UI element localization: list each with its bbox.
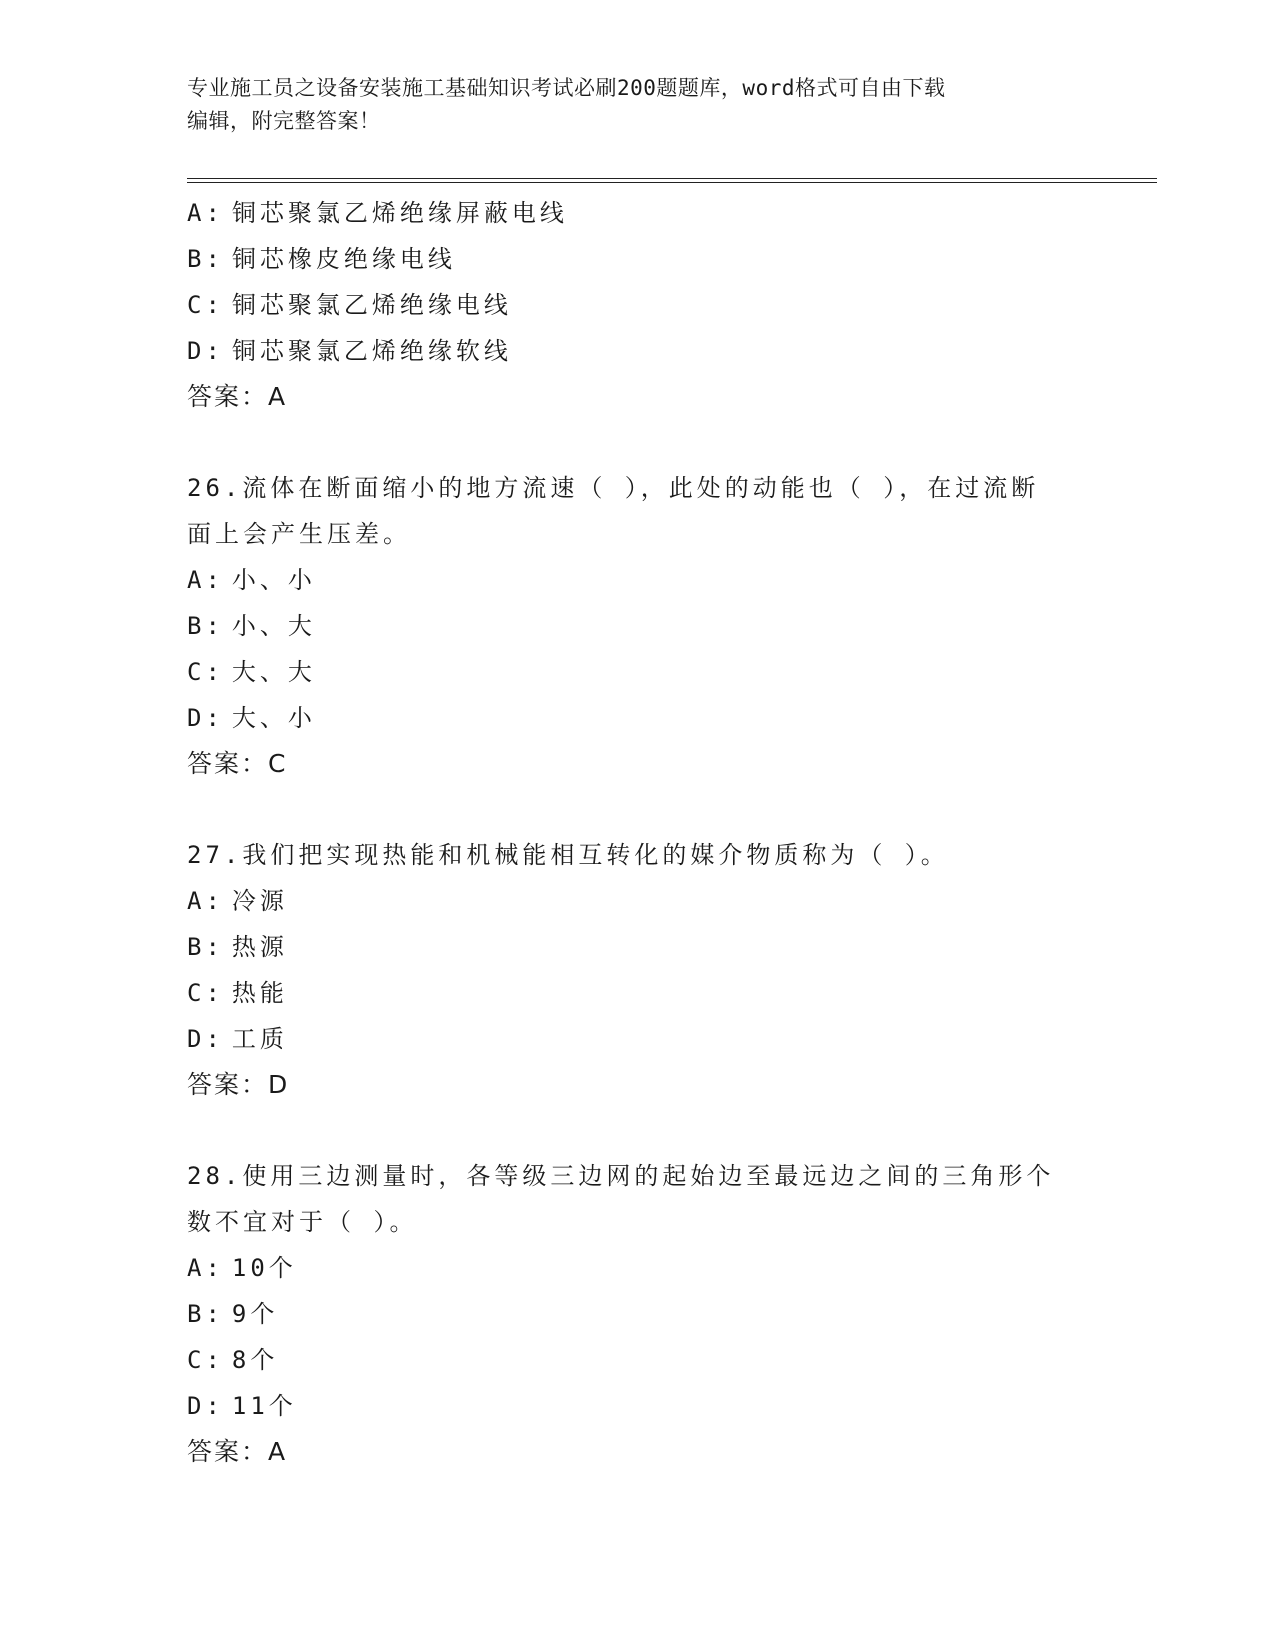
option-b: B: 9个 xyxy=(187,1300,279,1328)
option-b: B: 热源 xyxy=(187,933,288,961)
option-a: A: 铜芯聚氯乙烯绝缘屏蔽电线 xyxy=(187,199,568,227)
option-d: D: 11个 xyxy=(187,1392,297,1420)
option-a: A: 冷源 xyxy=(187,887,288,915)
answer-line: 答案：A xyxy=(187,382,288,411)
option-c: C: 8个 xyxy=(187,1346,279,1374)
option-d: D: 工质 xyxy=(187,1025,288,1053)
answer-line: 答案：A xyxy=(187,1437,288,1466)
option-c: C: 铜芯聚氯乙烯绝缘电线 xyxy=(187,291,512,319)
header-line-2: 编辑，附完整答案！ xyxy=(187,109,381,133)
option-d: D: 铜芯聚氯乙烯绝缘软线 xyxy=(187,337,512,365)
question-25 xyxy=(187,190,1087,420)
option-a: A: 10个 xyxy=(187,1254,297,1282)
question-text-line-1: 27.我们把实现热能和机械能相互转化的媒介物质称为（ ）。 xyxy=(187,841,949,869)
document-header xyxy=(187,72,1067,138)
question-text-line-1: 26.流体在断面缩小的地方流速（ ），此处的动能也（ ），在过流断 xyxy=(187,474,1040,502)
header-divider xyxy=(187,178,1157,183)
option-b: B: 小、大 xyxy=(187,612,316,640)
answer-line: 答案：D xyxy=(187,1070,290,1099)
option-c: C: 热能 xyxy=(187,979,288,1007)
question-list xyxy=(187,190,1087,1475)
question-text-line-1: 28.使用三边测量时，各等级三边网的起始边至最远边之间的三角形个 xyxy=(187,1162,1055,1190)
header-line-1: 专业施工员之设备安装施工基础知识考试必刷200题题库，word格式可自由下载 xyxy=(187,76,946,100)
question-text-line-2: 数不宜对于（ ）。 xyxy=(187,1208,418,1236)
option-c: C: 大、大 xyxy=(187,658,316,686)
option-d: D: 大、小 xyxy=(187,704,316,732)
question-26 xyxy=(187,465,1087,787)
option-a: A: 小、小 xyxy=(187,566,316,594)
option-b: B: 铜芯橡皮绝缘电线 xyxy=(187,245,456,273)
question-27 xyxy=(187,832,1087,1108)
question-text-line-2: 面上会产生压差。 xyxy=(187,520,411,548)
question-28 xyxy=(187,1153,1087,1475)
answer-line: 答案：C xyxy=(187,749,288,778)
